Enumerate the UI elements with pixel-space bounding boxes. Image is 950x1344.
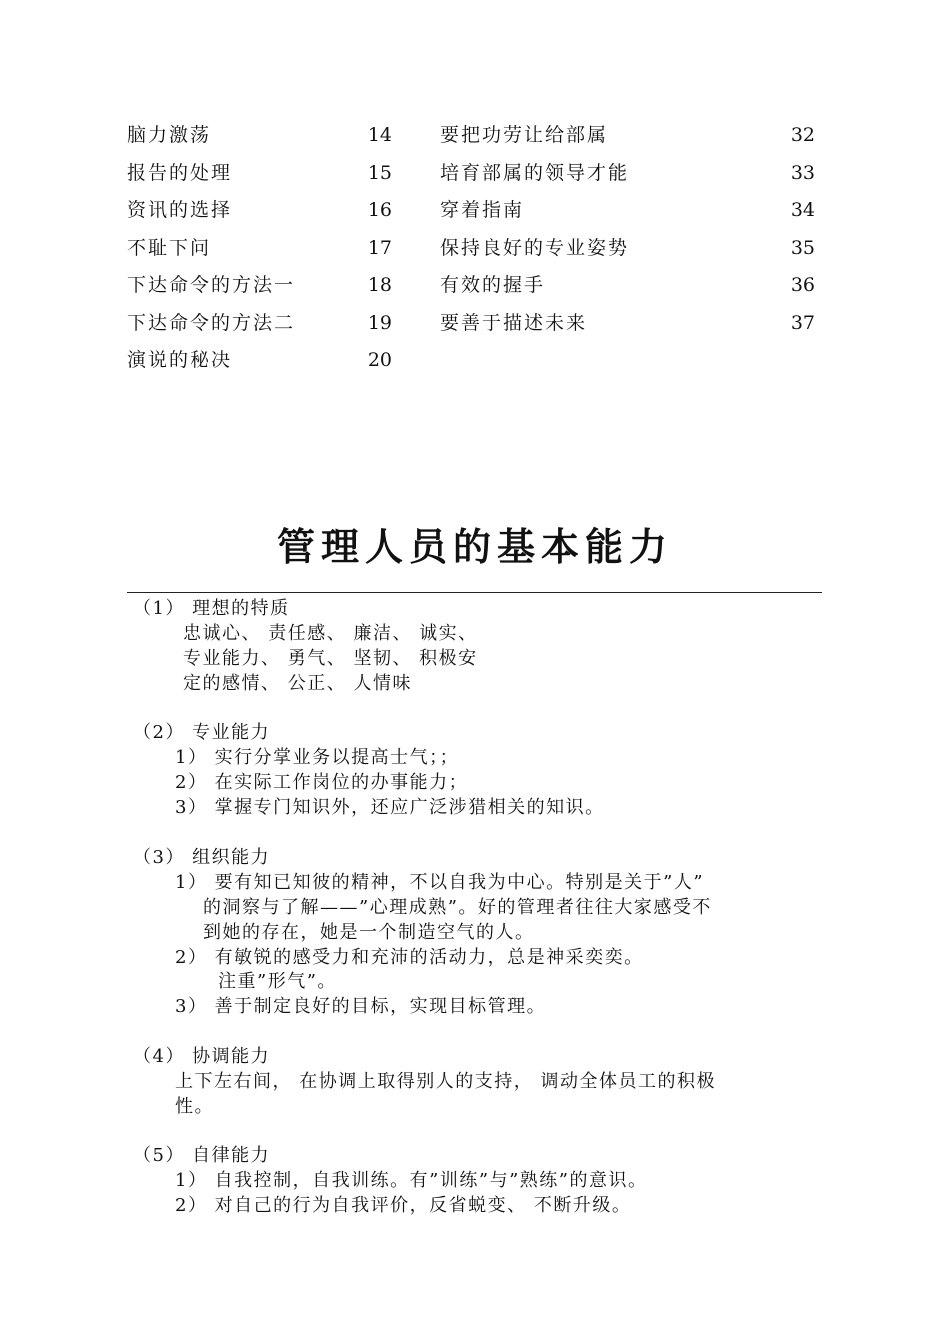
title-underline xyxy=(127,592,822,593)
list-item: 2） 对自己的行为自我评价，反省蜕变、 不断升级。 xyxy=(175,1195,632,1216)
list-item: 2） 在实际工作岗位的办事能力； xyxy=(175,772,469,793)
subheading-ideal-traits: （1） 理想的特质 xyxy=(133,598,290,619)
toc-entry-page: 32 xyxy=(790,124,815,146)
toc-entry-title: 要把功劳让给部属 xyxy=(440,124,609,146)
toc-entry-title: 脑力激荡 xyxy=(127,124,212,146)
toc-entry-page: 20 xyxy=(367,349,392,371)
subheading-self-discipline: （5） 自律能力 xyxy=(133,1145,271,1166)
subheading-professional-ability: （2） 专业能力 xyxy=(133,722,271,743)
toc-entry-page: 18 xyxy=(367,274,392,296)
subheading-organizing-ability: （3） 组织能力 xyxy=(133,847,271,868)
list-item: 3） 掌握专门知识外，还应广泛涉猎相关的知识。 xyxy=(175,797,605,818)
toc-entry-page: 35 xyxy=(790,237,815,259)
toc-entry-title: 报告的处理 xyxy=(127,162,233,184)
toc-entry-page: 19 xyxy=(367,312,392,334)
list-item: 1） 实行分掌业务以提高士气；； xyxy=(175,747,460,768)
toc-entry-title: 不耻下问 xyxy=(127,237,212,259)
toc-entry-page: 37 xyxy=(790,312,815,334)
list-item: 2） 有敏锐的感受力和充沛的活动力，总是神采奕奕。 xyxy=(175,947,644,968)
toc-entry-page: 16 xyxy=(367,199,392,221)
toc-entry-title: 资讯的选择 xyxy=(127,199,233,221)
toc-entry-title: 下达命令的方法一 xyxy=(127,274,296,296)
toc-entry-page: 34 xyxy=(790,199,815,221)
body-line: 性。 xyxy=(175,1096,214,1117)
list-item: 3） 善于制定良好的目标，实现目标管理。 xyxy=(175,996,547,1017)
toc-entry-title: 培育部属的领导才能 xyxy=(440,162,630,184)
toc-entry-title: 保持良好的专业姿势 xyxy=(440,237,630,259)
toc-entry-page: 14 xyxy=(367,124,392,146)
toc-entry-title: 有效的握手 xyxy=(440,274,546,296)
toc-entry-page: 17 xyxy=(367,237,392,259)
toc-entry-page: 36 xyxy=(790,274,815,296)
section-title: 管理人员的基本能力 xyxy=(276,525,673,569)
toc-entry-page: 33 xyxy=(790,162,815,184)
body-line: 的洞察与了解——”心理成熟”。好的管理者往往大家感受不 xyxy=(203,897,712,918)
toc-entry-title: 穿着指南 xyxy=(440,199,525,221)
list-item: 1） 要有知已知彼的精神，不以自我为中心。特别是关于”人” xyxy=(175,872,705,893)
toc-entry-page: 15 xyxy=(367,162,392,184)
body-line: 忠诚心、 责任感、 廉洁、 诚实、 xyxy=(183,623,478,644)
toc-entry-title: 演说的秘决 xyxy=(127,349,233,371)
list-item: 1） 自我控制，自我训练。有”训练”与”熟练”的意识。 xyxy=(175,1170,648,1191)
subheading-coordination-ability: （4） 协调能力 xyxy=(133,1046,271,1067)
toc-entry-title: 下达命令的方法二 xyxy=(127,312,296,334)
body-line: 注重”形气”。 xyxy=(218,971,337,992)
body-line: 到她的存在，她是一个制造空气的人。 xyxy=(203,922,535,943)
body-line: 定的感情、 公正、 人情味 xyxy=(183,673,412,694)
body-line: 专业能力、 勇气、 坚韧、 积极安 xyxy=(183,648,478,669)
body-line: 上下左右间， 在协调上取得别人的支持， 调动全体员工的积极 xyxy=(175,1071,716,1092)
toc-entry-title: 要善于描述未来 xyxy=(440,312,588,334)
